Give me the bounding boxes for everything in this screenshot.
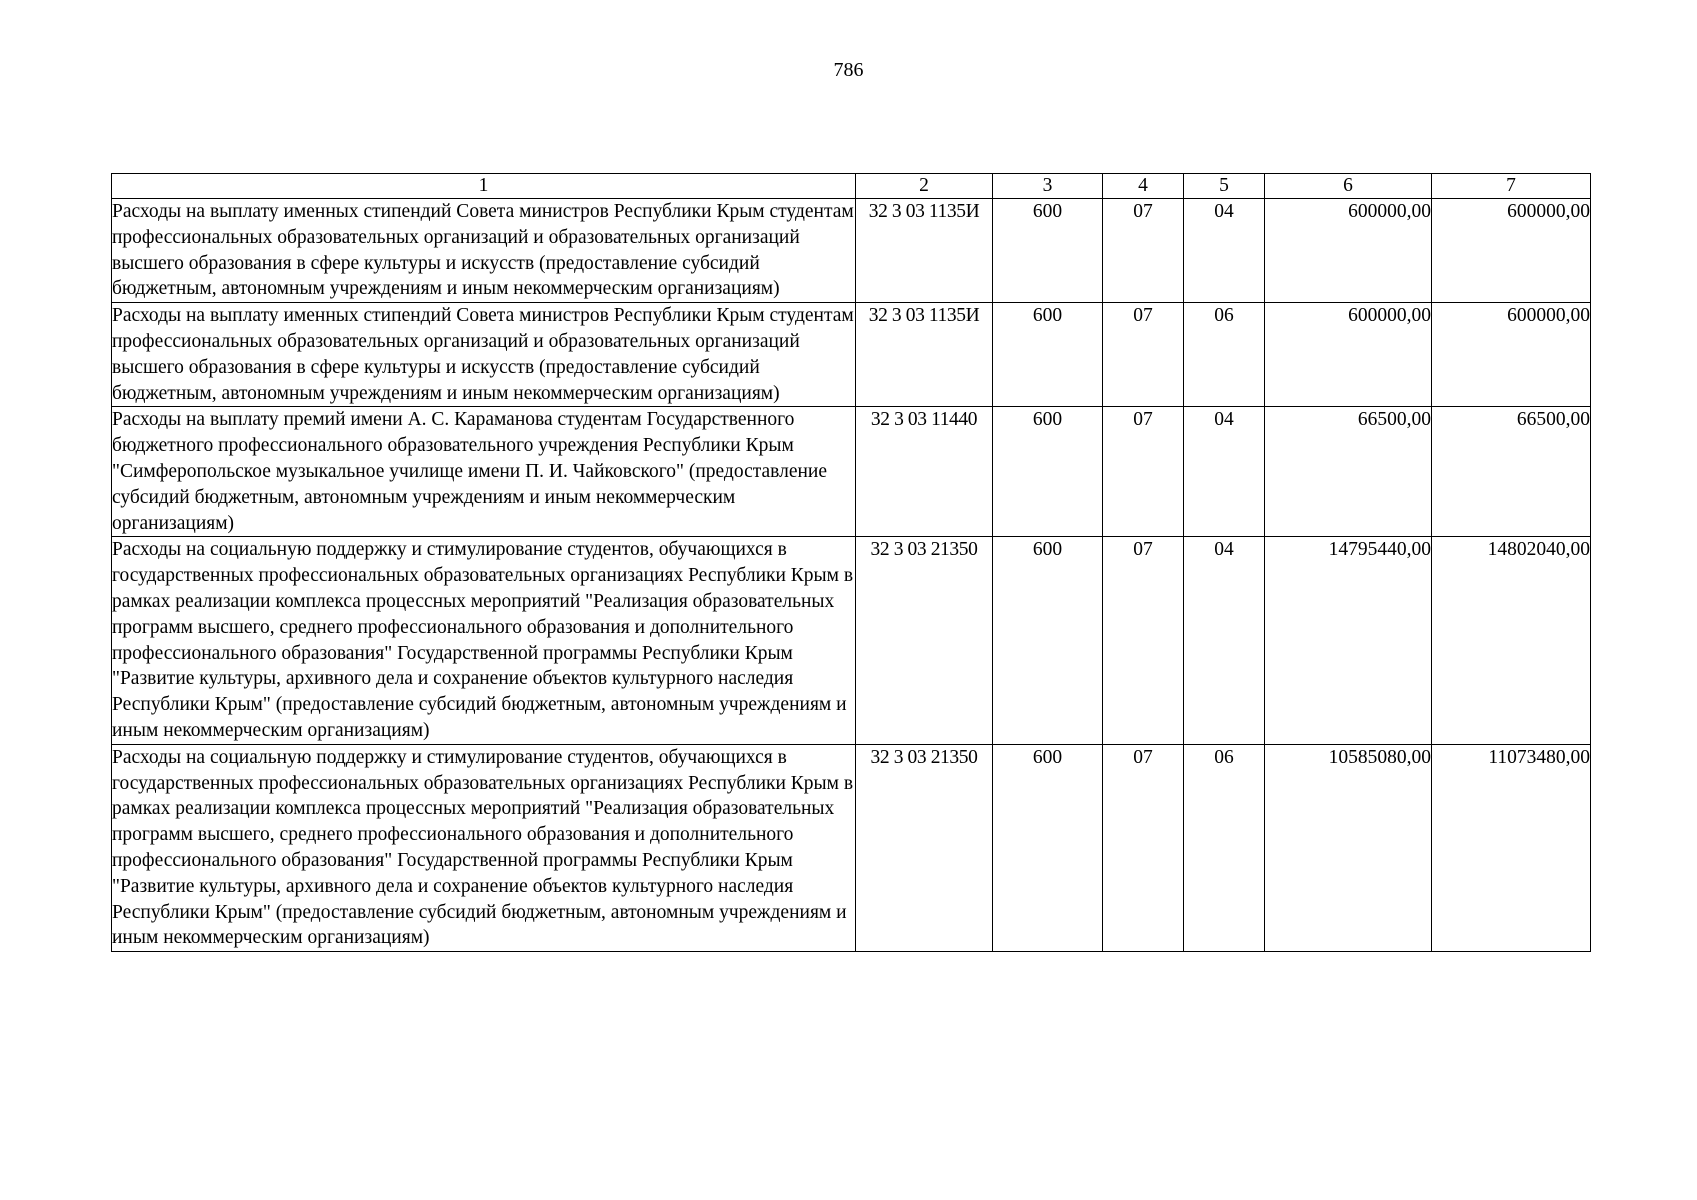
target-article-code: 32 3 03 1135И <box>856 199 993 303</box>
amount-col-6: 66500,00 <box>1265 407 1432 537</box>
subsection-code: 04 <box>1184 199 1265 303</box>
table-row <box>112 303 1591 407</box>
row-description: Расходы на социальную поддержку и стимулирование студентов, обучающихся в государственных профессиональных образовательных организациях Республики Крым в рамках реализации комплекса процессных мероприятий "Реализация образовательных программ высшего, среднего профессионального образования и дополнительного профессионального образования" Государственной программы Республики Крым "Развитие культуры, архивного дела и сохранение объектов культурного наследия Республики Крым" (предоставление субсидий бюджетным, автономным учреждениям и иным некоммерческим организациям) <box>112 537 856 744</box>
header-col-6: 6 <box>1265 174 1432 199</box>
section-code: 07 <box>1103 199 1184 303</box>
subsection-code: 06 <box>1184 303 1265 407</box>
row-description: Расходы на выплату премий имени А. С. Караманова студентам Государственного бюджетного профессионального образовательного учреждения Республики Крым "Симферопольское музыкальное училище имени П. И. Чайковского" (предоставление субсидий бюджетным, автономным учреждениям и иным некоммерческим организациям) <box>112 407 856 537</box>
row-description: Расходы на социальную поддержку и стимулирование студентов, обучающихся в государственных профессиональных образовательных организациях Республики Крым в рамках реализации комплекса процессных мероприятий "Реализация образовательных программ высшего, среднего профессионального образования и дополнительного профессионального образования" Государственной программы Республики Крым "Развитие культуры, архивного дела и сохранение объектов культурного наследия Республики Крым" (предоставление субсидий бюджетным, автономным учреждениям и иным некоммерческим организациям) <box>112 744 856 951</box>
header-col-5: 5 <box>1184 174 1265 199</box>
subsection-code: 04 <box>1184 537 1265 744</box>
target-article-code: 32 3 03 1135И <box>856 303 993 407</box>
table-row <box>112 407 1591 537</box>
amount-col-6: 600000,00 <box>1265 303 1432 407</box>
table-body <box>112 199 1591 952</box>
table-row <box>112 537 1591 744</box>
page-number: 786 <box>833 59 864 81</box>
row-description: Расходы на выплату именных стипендий Совета министров Республики Крым студентам профессиональных образовательных организаций и образовательных организаций высшего образования в сфере культуры и искусств (предоставление субсидий бюджетным, автономным учреждениям и иным некоммерческим организациям) <box>112 199 856 303</box>
table-header <box>112 174 1591 199</box>
expense-type-code: 600 <box>993 744 1103 951</box>
header-col-4: 4 <box>1103 174 1184 199</box>
section-code: 07 <box>1103 303 1184 407</box>
expense-type-code: 600 <box>993 199 1103 303</box>
amount-col-6: 14795440,00 <box>1265 537 1432 744</box>
header-col-7: 7 <box>1432 174 1591 199</box>
header-col-3: 3 <box>993 174 1103 199</box>
section-code: 07 <box>1103 407 1184 537</box>
amount-col-7: 600000,00 <box>1432 303 1591 407</box>
budget-table <box>111 173 1591 952</box>
subsection-code: 06 <box>1184 744 1265 951</box>
amount-col-6: 600000,00 <box>1265 199 1432 303</box>
table-row <box>112 199 1591 303</box>
amount-col-7: 14802040,00 <box>1432 537 1591 744</box>
amount-col-6: 10585080,00 <box>1265 744 1432 951</box>
header-row <box>112 174 1591 199</box>
amount-col-7: 66500,00 <box>1432 407 1591 537</box>
header-col-1: 1 <box>112 174 856 199</box>
header-col-2: 2 <box>856 174 993 199</box>
subsection-code: 04 <box>1184 407 1265 537</box>
target-article-code: 32 3 03 21350 <box>856 744 993 951</box>
expense-type-code: 600 <box>993 407 1103 537</box>
row-description: Расходы на выплату именных стипендий Совета министров Республики Крым студентам профессиональных образовательных организаций и образовательных организаций высшего образования в сфере культуры и искусств (предоставление субсидий бюджетным, автономным учреждениям и иным некоммерческим организациям) <box>112 303 856 407</box>
section-code: 07 <box>1103 537 1184 744</box>
section-code: 07 <box>1103 744 1184 951</box>
amount-col-7: 11073480,00 <box>1432 744 1591 951</box>
table-row <box>112 744 1591 951</box>
target-article-code: 32 3 03 11440 <box>856 407 993 537</box>
target-article-code: 32 3 03 21350 <box>856 537 993 744</box>
expense-type-code: 600 <box>993 303 1103 407</box>
amount-col-7: 600000,00 <box>1432 199 1591 303</box>
expense-type-code: 600 <box>993 537 1103 744</box>
